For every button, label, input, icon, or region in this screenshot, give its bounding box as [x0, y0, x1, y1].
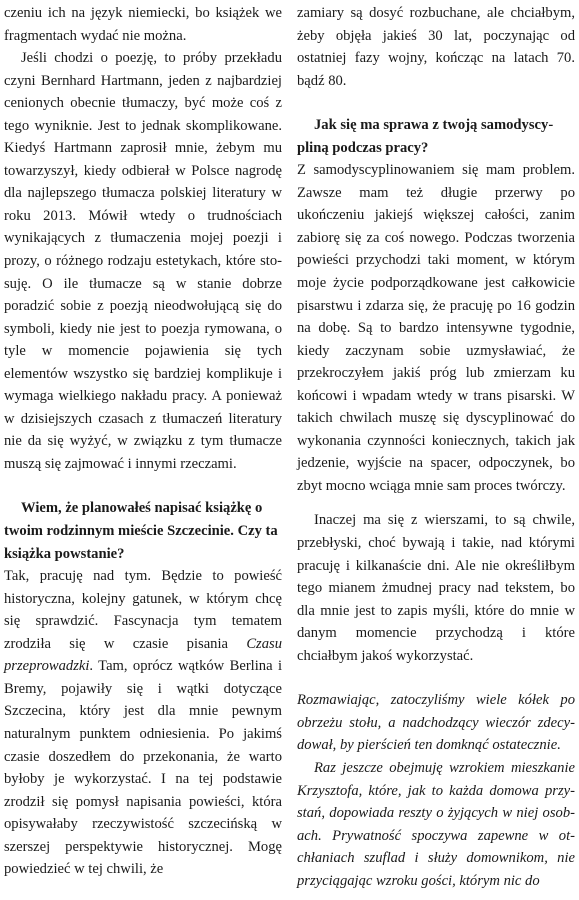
left-column — [4, 2, 282, 881]
text-span: . Tam, oprócz wątków Berlina i Bremy, pojawiły się i wątki dotyczące Szczecina, który jest dla mnie pewnym naturalnym punktem odniesienia. Po jakimś czasie doszedłem do przekonania, że warto byłoby je wykorzystać. I na tej podstawie zrodził się pomysł napisania powieści, która opisywałaby rzeczywistość szczecińską w szerszej perspektywie historycznej. Mogę powiedzieć w tej chwili, że — [4, 658, 282, 878]
paragraph: zamiary są dosyć rozbuchane, ale chciałbym, żeby objęła jakieś 30 lat, poczynając od ostatniej fazy wojny, kończąc na latach 70. bądź 80. — [297, 5, 575, 89]
interview-question: Jak się ma sprawa z twoją samodyscypliną podczas pracy? — [297, 117, 554, 156]
paragraph: czeniu ich na język niemiecki, bo książek we fragmentach wydać nie można. — [4, 5, 282, 44]
text-span: Tak, pracuję nad tym. Będzie to powieść historyczna, kolejny gatunek, w którym chcę się sprawdzić. Fascynacja tym tematem zrodziła się w czasie pisania — [4, 568, 282, 652]
interview-question: Wiem, że planowałeś napisać książkę o twoim rodzinnym mieście Szczecinie. Czy ta książka powstanie? — [4, 500, 278, 562]
paragraph-gap — [297, 497, 575, 509]
paragraph: Jeśli chodzi o poezję, to próby przekładu czyni Bernhard Hartmann, jeden z najbardziej cenionych obecnie tłumaczy, być może coś z tego wyniknie. Jest to jednak skomplikowane. Kiedyś Hartmann zaprosił mnie, żebym mu towarzyszył, kiedy odbierał w Polsce nagrodę dla najlepszego tłumacza polskiej literatury w roku 2013. Mówił wtedy o trudnościach wynikających z tłumaczenia mojej poezji i prozy, o różnego rodzaju estetykach, które stosuję. O ile tłumacze są w stanie dobrze poradzić sobie z poezją nieodwołującą się do symboli, kiedy nie jest to poezja rymowana, o tyle w momencie pojawienia się tych elementów wszystko się bardziej komplikuje i wymaga wielkiego nakładu pracy. A ponieważ w dzisiejszych czasach z tłumaczeń literatury nie da się wyżyć, w związku z tym tłumacze muszą się zajmować i innymi rzeczami. — [4, 50, 282, 472]
section-gap — [297, 667, 575, 689]
italic-paragraph: Raz jeszcze obejmuję wzrokiem mieszkanie Krzysztofa, które, jak to każda domowa przystań, dopowiada reszty o żyjących w niej osobach. Prywatność spoczywa zapewne w otchłaniach szuflad i służy domownikom, nie przyciągając wzroku gości, którym nic do — [297, 759, 575, 889]
book-title: Czasu przeprowadzki — [4, 635, 282, 675]
section-gap — [4, 475, 282, 497]
paragraph — [4, 565, 282, 881]
paragraph: Inaczej ma się z wierszami, to są chwile, przebłyski, choć bywają i takie, nad którymi pracuję i kilkanaście dni. Ale nie określiłbym tego mianem żmudnej pracy nad tekstem, bo dla mnie jest to zapis myśli, które do mnie w danym momencie przychodzą i które chciałbym jakoś wykorzystać. — [297, 512, 575, 664]
italic-paragraph: Rozmawiając, zatoczyliśmy wiele kółek po obrzeżu stołu, a nadchodzący wieczór zdecydował, by pierścień ten domknąć ostatecznie. — [297, 692, 575, 754]
right-column — [297, 2, 575, 892]
italic-narration — [297, 689, 575, 892]
paragraph: Z samodyscyplinowaniem się mam problem. Zawsze mam też długie przerwy po ukończeniu jakiejś większej całości, zanim zabiorę się za coś nowego. Podczas tworzenia powieści przychodzi taki moment, w którym moje życie podporządkowane jest całkowicie pisarstwu i zdarza się, że pracuję po 16 godzin na dobę. Są to bardzo intensywne tygodnie, kiedy zaczynam sobie uzmysławiać, że przekroczyłem jakiś próg lub zmierzam ku końcowi i wpadam wtedy w trans pisarski. W takich chwilach muszę się dyscyplinować do wykonania czynności koniecznych, takich jak jedzenie, wyjście na spacer, odpoczynek, bo zbyt mocno wciąga mnie sam proces twórczy. — [297, 162, 575, 494]
section-gap — [297, 92, 575, 114]
